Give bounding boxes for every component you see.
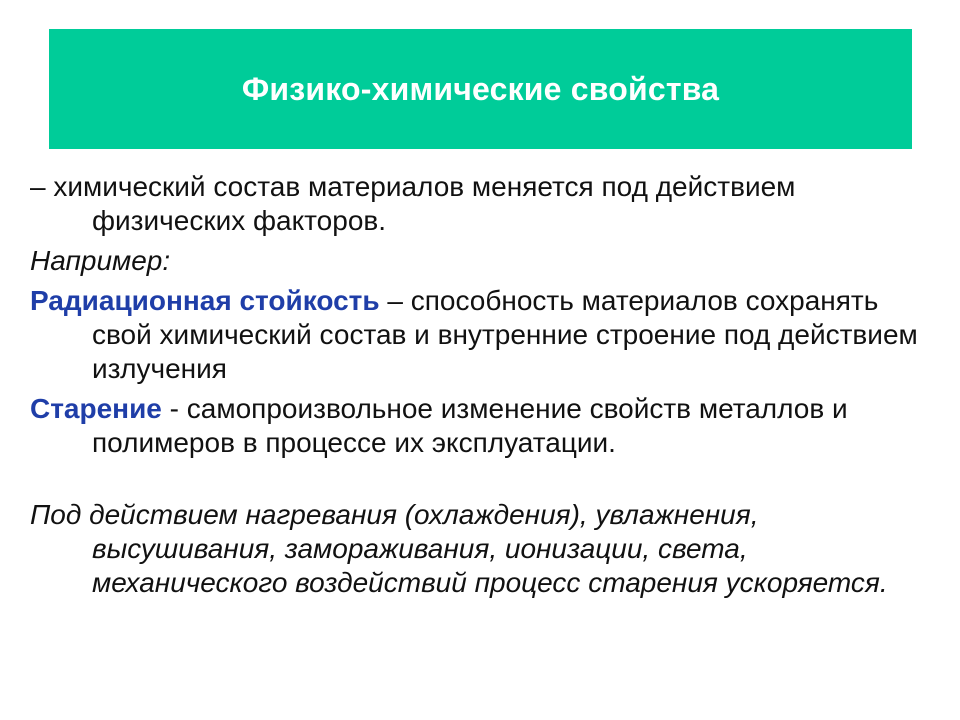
title-banner [49, 29, 912, 149]
radiation-text: – способность материалов сохранять свой химический состав и внутренние строение под действием излучения [92, 285, 918, 384]
example-label: Например: [30, 245, 171, 276]
aging-text: - самопроизвольное изменение свойств металлов и полимеров в процессе их эксплуатации. [92, 393, 848, 458]
definition-paragraph: – химический состав материалов меняется под действием физических факторов. [30, 171, 796, 236]
radiation-paragraph [30, 284, 930, 386]
radiation-term: Радиационная стойкость [30, 285, 380, 316]
aging-term: Старение [30, 393, 162, 424]
slide-title: Физико-химические свойства [241, 70, 720, 107]
accelerators-paragraph: Под действием нагревания (охлаждения), увлажнения, высушивания, замораживания, ионизации, света, механического воздействий процесс старения ускоряется. [30, 499, 888, 598]
aging-paragraph [30, 392, 930, 460]
slide-body [30, 170, 930, 600]
